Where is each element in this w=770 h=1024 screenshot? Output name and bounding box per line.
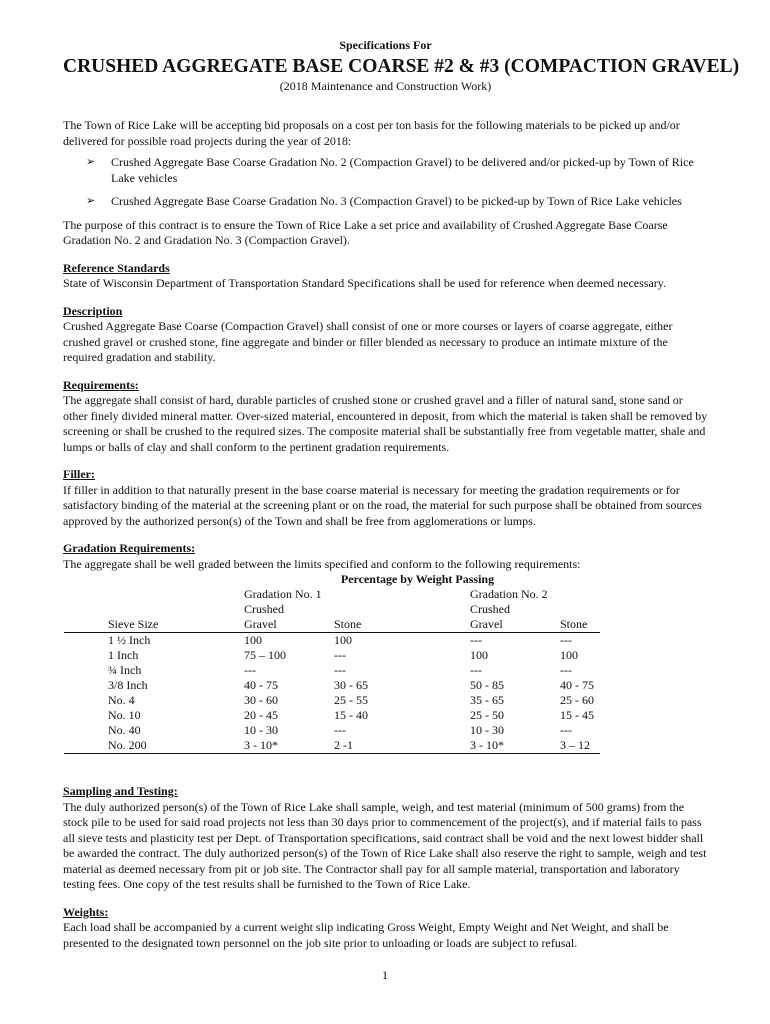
table-cell: ¾ Inch xyxy=(108,663,142,677)
table-cell: --- xyxy=(470,633,482,647)
page-number: 1 xyxy=(382,968,388,982)
requirements-section xyxy=(63,378,708,456)
table-cell: 10 - 30 xyxy=(244,723,278,737)
table-row xyxy=(64,678,600,693)
table-cell: No. 200 xyxy=(64,738,244,754)
gradation-table xyxy=(64,587,600,754)
table-cell: --- xyxy=(560,663,572,677)
document-title: CRUSHED AGGREGATE BASE COARSE #2 & #3 (COMPACTION GRAVEL) xyxy=(63,55,740,77)
table-cell: 75 – 100 xyxy=(244,648,286,662)
table-cell: 40 - 75 xyxy=(244,678,278,692)
table-cell: 10 - 30 xyxy=(470,723,504,737)
gradation-section xyxy=(63,541,708,754)
table-cell: 15 - 40 xyxy=(334,708,368,722)
list-item xyxy=(63,194,708,210)
table-cell: 20 - 45 xyxy=(244,708,278,722)
section-body: The aggregate shall be well graded between the limits specified and conform to the following requirements: xyxy=(63,556,581,571)
table-cell: 25 - 50 xyxy=(470,708,504,722)
purpose-paragraph: The purpose of this contract is to ensure the Town of Rice Lake a set price and availability of Crushed Aggregate Base Coarse Gradation No. 2 and Gradation No. 3 (Compaction Gravel). xyxy=(63,217,668,247)
table-cell: 100 xyxy=(470,648,488,662)
section-heading: Filler: xyxy=(63,467,95,481)
table-cell: --- xyxy=(470,663,482,677)
table-row xyxy=(64,723,600,738)
section-heading: Reference Standards xyxy=(63,260,170,275)
table-cell: --- xyxy=(334,663,346,677)
section-heading: Sampling and Testing: xyxy=(63,784,178,798)
weights-section xyxy=(63,905,708,952)
description-section xyxy=(63,304,708,366)
table-cell: No. 10 xyxy=(108,708,141,722)
table-cell: 35 - 65 xyxy=(470,693,504,707)
arrow-bullet-icon: ➢ xyxy=(86,195,96,207)
section-heading: Description xyxy=(63,303,123,318)
column-header: Stone xyxy=(560,617,600,633)
table-cell: 40 - 75 xyxy=(560,678,594,692)
arrow-bullet-icon: ➢ xyxy=(86,156,96,168)
table-header-row xyxy=(64,587,600,602)
table-cell: 1 Inch xyxy=(108,648,139,662)
table-cell: 100 xyxy=(334,633,352,647)
table-row xyxy=(64,633,600,649)
document-subtitle: (2018 Maintenance and Construction Work) xyxy=(279,78,492,93)
intro-paragraph: The Town of Rice Lake will be accepting bid proposals on a cost per ton basis for the following materials to be picked up and/or delivered for possible road projects during the year of 2018: xyxy=(63,118,680,148)
table-caption: Percentage by Weight Passing xyxy=(340,572,495,586)
table-row xyxy=(64,693,600,708)
column-header: Stone xyxy=(334,617,470,633)
column-header: Gravel xyxy=(244,617,334,633)
table-cell: 3 - 10* xyxy=(470,738,560,754)
column-header: Gravel xyxy=(470,617,560,633)
table-cell: 25 - 60 xyxy=(560,693,594,707)
spec-for-label: Specifications For xyxy=(339,38,432,52)
table-cell: 30 - 65 xyxy=(334,678,368,692)
table-row xyxy=(64,663,600,678)
table-cell: 50 - 85 xyxy=(470,678,504,692)
table-row xyxy=(64,738,600,754)
section-body: If filler in addition to that naturally present in the base coarse material is necessary for meeting the gradation requirements or for satisfactory binding of the material at the screening plant or on the road, the material for such purpose shall be obtained from sources approved by the authorized person(s) of the Town and shall be free from agglomerations or lumps. xyxy=(63,482,702,528)
reference-standards-section xyxy=(63,261,708,292)
list-item xyxy=(63,155,708,186)
group-header-2: Gradation No. 2 xyxy=(470,587,548,601)
section-body: The duly authorized person(s) of the Town of Rice Lake shall sample, weigh, and test material (minimum of 500 grams) from the stock pile to be used for said road projects not less than 30 days prior to commencement of the project(s), and if material fails to pass all sieve tests and plasticity test per Dept. of Transportation specifications, said contract shall be void and the next lowest bidder shall be awarded the contract. The duly authorized person(s) of the Town of Rice Lake shall also reserve the right to sample, weigh and test material as deemed necessary from pit or job site. The Contractor shall pay for all sample material, transportation and laboratory testing fees. One copy of the test results shall be furnished to the Town of Rice Lake. xyxy=(63,799,707,891)
table-cell: 2 -1 xyxy=(334,738,470,754)
table-cell: 3 – 12 xyxy=(560,738,600,754)
group-header-1: Gradation No. 1 xyxy=(244,587,322,601)
section-body: The aggregate shall consist of hard, durable particles of crushed stone or crushed gravel and a filler of natural sand, stone sand or other finely divided mineral matter. Over-sized material, encountered in deposit, from which the material is taken shall be removed by screening or shall be crushed to the required sizes. The composite material shall be substantially free from vegetable matter, shale and lumps or balls of clay and shall conform to the pertinent gradation requirements. xyxy=(63,393,708,454)
section-heading: Gradation Requirements: xyxy=(63,541,196,555)
table-cell: 100 xyxy=(244,633,262,647)
table-cell: --- xyxy=(334,723,346,737)
table-header-row xyxy=(64,617,600,633)
table-cell: No. 4 xyxy=(108,693,135,707)
material-list xyxy=(63,155,708,210)
list-item-text: Crushed Aggregate Base Coarse Gradation No. 3 (Compaction Gravel) to be picked-up by Town of Rice Lake vehicles xyxy=(111,194,682,208)
table-header-row xyxy=(64,602,600,617)
table-cell: 3/8 Inch xyxy=(108,678,148,692)
table-cell: No. 40 xyxy=(108,723,141,737)
table-cell: --- xyxy=(334,648,346,662)
section-body: Crushed Aggregate Base Coarse (Compaction Gravel) shall consist of one or more courses or layers of coarse aggregate, either crushed gravel or crushed stone, fine aggregate and binder or filler blended as necessary to produce an intimate mixture of the required gradation and stability. xyxy=(63,319,673,364)
filler-section xyxy=(63,467,708,529)
table-row xyxy=(64,708,600,723)
table-cell: --- xyxy=(244,663,256,677)
table-cell: 25 - 55 xyxy=(334,693,368,707)
list-item-text: Crushed Aggregate Base Coarse Gradation No. 2 (Compaction Gravel) to be delivered and/or picked-up by Town of Rice Lake vehicles xyxy=(111,155,694,185)
table-cell: 1 ½ Inch xyxy=(108,633,151,647)
column-header: Sieve Size xyxy=(64,617,244,633)
section-body: State of Wisconsin Department of Transportation Standard Specifications shall be used for reference when deemed necessary. xyxy=(63,276,666,290)
table-cell: 15 - 45 xyxy=(560,708,594,722)
section-heading: Weights: xyxy=(63,904,109,919)
sampling-testing-section xyxy=(63,784,708,893)
table-cell: --- xyxy=(560,633,572,647)
section-body: Each load shall be accompanied by a current weight slip indicating Gross Weight, Empty Weight and Net Weight, and shall be presented to the designated town personnel on the job site prior to unloading or loads are subject to refusal. xyxy=(63,920,669,950)
table-cell: 3 - 10* xyxy=(244,738,334,754)
table-cell: 100 xyxy=(560,648,578,662)
table-row xyxy=(64,648,600,663)
table-cell: --- xyxy=(560,723,572,737)
table-cell: 30 - 60 xyxy=(244,693,278,707)
column-subheader: Crushed xyxy=(470,602,510,616)
section-heading: Requirements: xyxy=(63,377,139,392)
column-subheader: Crushed xyxy=(244,602,284,616)
